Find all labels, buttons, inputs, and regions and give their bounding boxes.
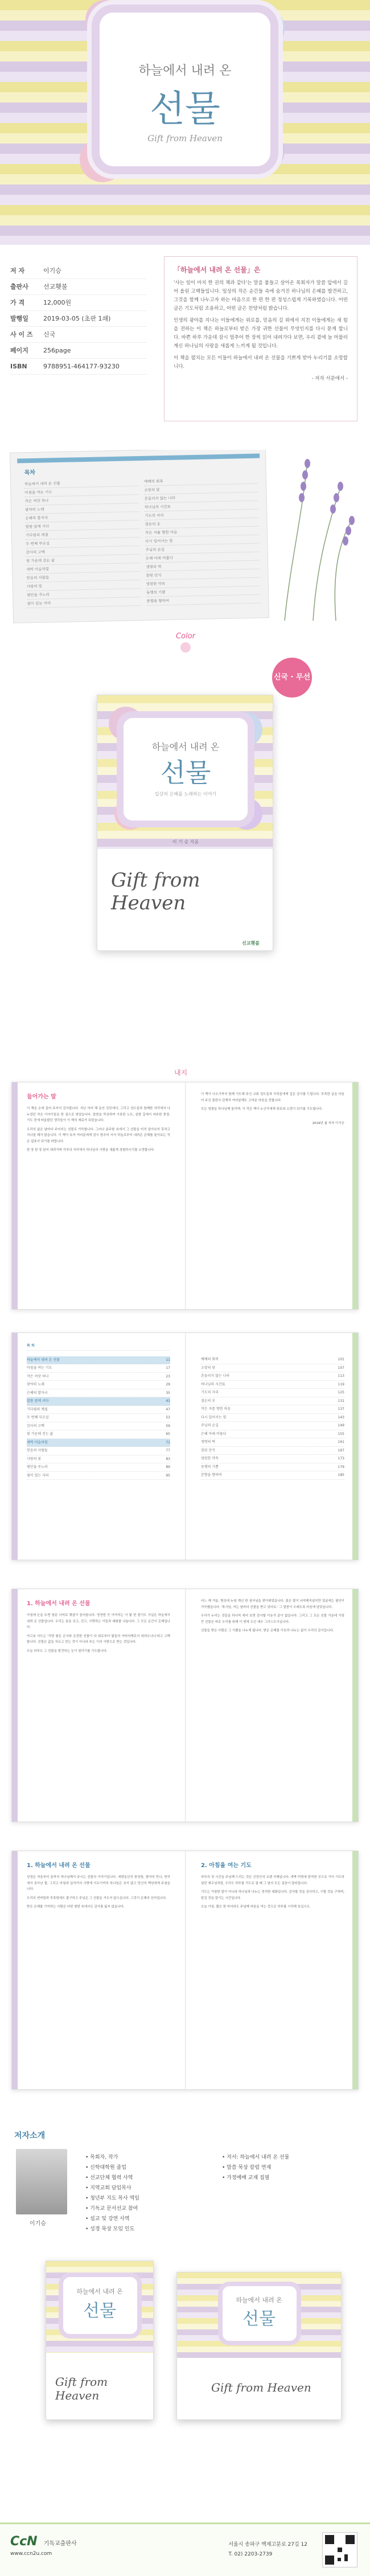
toc-item: 광야의 노래 [25, 503, 139, 514]
author-name: 이기승 [30, 2221, 46, 2227]
spread-right-page [186, 1082, 359, 1309]
page-edge-tab [352, 1333, 358, 1560]
toc-item: 믿음의 사람들 [26, 572, 140, 583]
info-key: 출판사 [10, 283, 28, 290]
toc-row-page: 59 [166, 1424, 170, 1428]
intro-signature: - 저자 서문에서 - [311, 376, 348, 382]
book-mockups [28, 2249, 347, 2431]
toc-row [201, 1430, 344, 1439]
inner-spread-toc [11, 1332, 359, 1560]
author-bio-list [85, 2152, 139, 2234]
toc-row-title: 평안을 주노라 [27, 1465, 48, 1469]
page-heading: 1. 하늘에서 내려 온 선물 [27, 1863, 91, 1869]
toc-item: 두 번째 부르심 [26, 538, 139, 548]
info-key: 사 이 즈 [10, 331, 33, 338]
book-mockup-open [176, 2272, 342, 2420]
spread-right-page [186, 1589, 359, 1822]
color-label: Color [176, 632, 195, 641]
author-works-list [222, 2152, 289, 2183]
cover-english-title: Gift from Heaven [111, 869, 200, 914]
inner-spread-chapter-2 [11, 1851, 359, 2090]
publisher-address: 서울시 송파구 백제고분로 27길 12 [228, 2542, 307, 2548]
toc-row-page: 167 [338, 1448, 344, 1453]
page-heading: 2. 아침을 여는 기도 [201, 1863, 252, 1869]
toc-item: 겸손의 옷 [145, 518, 258, 529]
book-info-list [10, 263, 147, 375]
bio-item: • 목회자, 작가 [85, 2155, 118, 2160]
toc-row [27, 1455, 170, 1464]
toc-row-title: 작은 씨앗 하나 [27, 1374, 49, 1379]
inner-spread-chapter-1 [11, 1589, 359, 1822]
toc-row-page: 155 [338, 1431, 344, 1436]
toc-row-page: 17 [166, 1366, 170, 1370]
toc-row-title: 믿음의 사람들 [27, 1449, 48, 1453]
toc-row [201, 1397, 344, 1406]
info-key: ISBN [10, 363, 27, 370]
info-value: 이기승 [43, 267, 61, 274]
info-row-pages [10, 343, 147, 359]
page-paragraph: 오늘 아침, 짧은 한 마디라도 주님께 마음을 여는 것으로 하루를 시작해 보십시오. [201, 1905, 311, 1909]
info-row-isbn [10, 359, 147, 375]
toc-title: 목차 [24, 469, 36, 477]
hero-subtitle: 하늘에서 내려 온 [138, 64, 232, 78]
publisher-phone: T. 02) 2203-2739 [228, 2552, 273, 2557]
toc-row [27, 1472, 170, 1480]
mockup-subtitle: 하늘에서 내려 온 [236, 2296, 282, 2304]
bio-item: • 청년부 지도 목사 역임 [85, 2196, 139, 2201]
mockup-title: 선물 [242, 2309, 276, 2329]
toc-row-page: 23 [166, 1374, 170, 1379]
info-row-date [10, 311, 147, 327]
cover-section [0, 632, 370, 1059]
toc-row-page: 131 [338, 1398, 344, 1403]
toc-item: 말씀 앞에 서다 [25, 520, 139, 531]
color-dot-icon [180, 642, 191, 653]
page-paragraph: 하루의 첫 시간을 주님께 드리는 것은 신앙인의 오랜 지혜입니다. 새벽 미명에 한적한 곳으로 가서 기도하셨던 예수님처럼, 우리도 하루를 기도로 열 때 그 날의 모든 걸음이 달라집니다. [201, 1876, 344, 1885]
toc-row [201, 1389, 344, 1397]
intro-title: 「하늘에서 내려 온 선물」은 [174, 266, 261, 274]
toc-row [201, 1372, 344, 1381]
toc-header-strip [17, 454, 260, 463]
toc-item: 흔들리지 않는 나라 [145, 493, 258, 503]
page-edge-tab [352, 1851, 358, 2089]
toc-row-title: 빛 가운데 걷는 삶 [27, 1432, 54, 1436]
page-paragraph: 이 책을 손에 들어 주셔서 감사합니다. 지난 여러 해 동안 강단에서, 그리고 성도들과 함께한 자리에서 나누었던 작은 이야기들을 한 권으로 엮었습니다. 말씀을 묵상하며 기록한 노트, 심방 길에서 마주한 풍경, 기도 중에 떠올랐던 생각들이 이 책의 재료가 되었습니다. [27, 1107, 170, 1122]
toc-row [201, 1364, 344, 1373]
page-paragraph: 성경은 처음부터 끝까지 하나님께서 주시는 선물의 이야기입니다. 에덴동산의 풍성함, 광야의 만나, 반석에서 솟아난 물, 그리고 마침내 십자가의 사랑에 이르기까지 하나님은 쉬지 않고 당신의 백성에게 주셨습니다. [27, 1876, 170, 1891]
toc-row [27, 1364, 170, 1373]
toc-row-page: 137 [338, 1407, 344, 1411]
format-badge: 신국 · 무선 [272, 658, 312, 698]
hero-english-title: Gift from Heaven [147, 133, 223, 143]
spread-left-page [12, 1333, 185, 1560]
toc-item: 기도의 자리 [145, 510, 258, 520]
page-paragraph: 우리의 삶은 날마다 주어지는 선물로 가득합니다. 그러나 분주함 속에서 그 선물을 미처 알아보지 못하고 지나칠 때가 많습니다. 이 책이 독자 여러분에게 잠시 멈추어 서서 하늘로부터 내려온 은혜를 돌아보는 작은 쉼표가 되기를 바랍니다. [27, 1127, 170, 1143]
toc-item: 평안을 주노라 [27, 589, 141, 600]
toc-row [201, 1447, 344, 1455]
toc-item: 예배의 회복 [144, 475, 258, 486]
mockup-english-title: Gift from Heaven [55, 2375, 108, 2402]
bio-item: • 성경 묵상 모임 인도 [85, 2226, 135, 2232]
toc-row-title: 흔들리지 않는 나라 [201, 1374, 230, 1378]
toc-row-page: 71 [166, 1440, 170, 1445]
mockup-title: 선물 [83, 2301, 116, 2321]
bio-item: • 지역교회 담임목사 [85, 2185, 131, 2191]
toc-item: 본향을 향하여 [146, 595, 260, 606]
bio-item: • 가정예배 교재 집필 [222, 2175, 270, 2181]
publisher-contact [228, 2540, 307, 2559]
toc-row [27, 1397, 170, 1406]
toc-row [27, 1414, 170, 1422]
toc-item: 하늘에서 내려 온 선물 [24, 478, 138, 489]
toc-row [27, 1463, 170, 1472]
toc-row-title: 영원한 약속 [201, 1457, 219, 1461]
book-mockup-front [46, 2261, 154, 2420]
toc-row [201, 1405, 344, 1414]
toc-row [27, 1381, 170, 1389]
info-value: 256page [43, 347, 71, 354]
toc-item: 동행의 기쁨 [146, 586, 260, 597]
qr-code-icon[interactable] [322, 2532, 357, 2567]
toc-row-page: 119 [338, 1382, 344, 1387]
toc-row-page: 83 [166, 1457, 170, 1461]
toc-row-page: 179 [338, 1465, 344, 1469]
toc-item: 주님의 손길 [145, 544, 259, 555]
toc-preview-page [10, 450, 269, 624]
toc-row-title: 새벽 이슬처럼 [27, 1440, 48, 1445]
info-value: 2019-03-05 (초판 1쇄) [43, 315, 111, 322]
toc-item: 쉼이 있는 자리 [27, 597, 141, 608]
bio-item: • 설교 및 강연 사역 [85, 2216, 130, 2222]
toc-left-column [24, 478, 141, 608]
cover-title-frame [124, 718, 248, 821]
page-paragraph: 어느 해 겨울, 병상에 누워 계신 한 권사님을 찾아뵈었습니다. 몸은 많이 쇠약해지셨지만 얼굴에는 평안이 가득했습니다. '목사님, 저는 날마다 선물을 받고 있어요.' 그 말씀이 오래도록 마음에 남았습니다. [201, 1599, 344, 1609]
toc-row-title: 주님의 손길 [201, 1424, 219, 1428]
toc-row-title: 본향을 향하여 [201, 1473, 222, 1477]
bio-item: • 말씀 묵상 칼럼 연재 [222, 2165, 272, 2171]
inner-pages-label: 내지 [174, 1069, 188, 1077]
toc-row-page: 95 [166, 1473, 170, 1478]
page-edge-tab [352, 1082, 358, 1309]
toc-item: 작은 자를 향한 마음 [145, 527, 259, 538]
info-row-author [10, 263, 147, 279]
toc-item: 다시 일어서는 힘 [145, 535, 259, 546]
toc-row-title: 광야의 노래 [27, 1383, 44, 1387]
book-intro-box [164, 256, 357, 421]
mockup-subtitle: 하늘에서 내려 온 [76, 2288, 123, 2295]
toc-row-page: 89 [166, 1465, 170, 1469]
toc-right-column [144, 475, 261, 606]
toc-item: 새벽 이슬처럼 [26, 563, 140, 574]
toc-row [201, 1463, 344, 1472]
cover-author: 이 기 승 지음 [172, 839, 199, 844]
logo-subtitle: 기독교출판사 [43, 2541, 77, 2547]
toc-row [27, 1373, 170, 1381]
toc-row-title: 아침을 여는 기도 [27, 1366, 52, 1370]
toc-item: 은혜 아래 머물다 [146, 552, 260, 563]
author-section [0, 2118, 370, 2448]
spread-right-page [186, 1851, 359, 2089]
bio-item: • 선교단체 협력 사역 [85, 2175, 133, 2181]
bio-item: • 저서: 하늘에서 내려 온 선물 [222, 2155, 290, 2160]
toc-row-title: 말씀 앞에 서다 [27, 1399, 49, 1403]
page-heading: 목 차 [27, 1342, 170, 1351]
intro-paragraph: '사는 일이 마치 한 권의 책과 같다'는 말을 붙들고 살아온 목회자가 말씀 앞에서 길어 올린 고백들입니다. 일상의 작은 순간들 속에 숨겨진 하나님의 은혜를 발견하고, 그것을 함께 나누고자 하는 마음으로 한 편 한 편 정성스럽게 기록하였습니다. 어떤 글은 기도처럼 조용하고, 어떤 글은 찬양처럼 밝습니다. [174, 280, 348, 311]
toc-row-page: 11 [166, 1357, 170, 1362]
toc-item: 작은 씨앗 하나 [25, 495, 139, 506]
toc-row-page: 65 [166, 1432, 170, 1436]
toc-row-page: 53 [166, 1416, 170, 1420]
toc-row-page: 161 [338, 1440, 344, 1444]
toc-row [201, 1438, 344, 1447]
toc-row-page: 41 [166, 1399, 170, 1403]
toc-row [27, 1356, 170, 1365]
toc-row [201, 1471, 344, 1480]
toc-row-title: 소망의 닻 [201, 1365, 216, 1370]
publisher-url[interactable]: www.ccn2u.com [10, 2551, 52, 2557]
page-paragraph: 받은 은혜를 기억하는 사람은 어떤 형편 속에서도 감사를 잃지 않습니다. [27, 1905, 125, 1909]
intro-paragraph: 인생의 광야를 지나는 이들에게는 위로를, 믿음의 길 위에서 지친 이들에게는 새 힘을 전하는 이 책은 하늘로부터 받은 가장 귀한 선물이 무엇인지를 다시 묻게 합니다. 바쁜 하루 가운데 잠시 멈추어 한 장씩 읽어 내려가다 보면, 우리 곁에 늘 머물러 계신 하나님의 사랑을 새롭게 느끼게 될 것입니다. [174, 318, 348, 349]
hero-title-card [100, 13, 270, 166]
page-paragraph: 우리의 연약함과 부족함에도 불구하고 주님은 그 선물을 거두지 않으십니다. 그것이 은혜의 신비입니다. [27, 1896, 167, 1900]
toc-row [27, 1447, 170, 1455]
bio-item: • 신학대학원 졸업 [85, 2165, 126, 2171]
toc-item: 빛 가운데 걷는 삶 [26, 555, 140, 565]
toc-row-title: 예배의 회복 [201, 1357, 219, 1361]
toc-row-title: 생명의 떡 [201, 1440, 216, 1444]
toc-row-title: 두 번째 부르심 [27, 1416, 49, 1420]
toc-row-page: 47 [166, 1407, 170, 1412]
hero-banner [0, 0, 370, 245]
toc-row [201, 1455, 344, 1463]
info-row-publisher [10, 279, 147, 295]
toc-row-page: 29 [166, 1383, 170, 1387]
toc-row-page: 35 [166, 1390, 170, 1395]
toc-row [27, 1389, 170, 1398]
toc-item: 감사의 고백 [26, 546, 139, 557]
toc-row-page: 113 [338, 1374, 344, 1378]
toc-row [201, 1381, 344, 1389]
footer [0, 2522, 370, 2576]
toc-item: 영원한 약속 [146, 578, 260, 589]
page-paragraph: 아침에 눈을 뜨면 창문 너머로 햇살이 들어옵니다. 당연한 듯 여겨지는 이 빛 한 줄기도 사실은 하늘에서 내려 온 선물입니다. 우리는 숨을 쉬고, 걷고, 사랑하는 이들과 대화를 나눕니다. 그 모든 순간이 은혜입니다. [27, 1614, 170, 1629]
page-paragraph: 선물을 받은 사람은 그 기쁨을 나누게 됩니다. 받은 은혜를 이웃과 나누는 삶이 우리의 감사입니다. [201, 1629, 334, 1632]
page-paragraph: 야고보 사도는 '각양 좋은 은사와 온전한 선물이 다 위로부터 빛들의 아버지께로서 내려오나니'라고 고백합니다. 선물은 값을 치르고 얻는 것이 아니라 주는 이의 사랑으로 받는 것입니다. [27, 1634, 170, 1644]
toc-item: 아침을 여는 기도 [24, 486, 138, 497]
toc-item: 생명의 떡 [146, 561, 260, 572]
toc-row-title: 쉼이 있는 자리 [27, 1473, 49, 1478]
info-key: 발행일 [10, 315, 28, 322]
spread-left-page [12, 1589, 185, 1822]
toc-row-title: 참된 안식 [201, 1448, 216, 1453]
toc-row [201, 1422, 344, 1430]
toc-item: 소망의 닻 [144, 484, 258, 495]
spread-left-page [12, 1082, 185, 1309]
info-key: 가 격 [10, 299, 25, 306]
lavender-illustration [268, 450, 359, 621]
info-value: 선교횃불 [43, 283, 68, 290]
toc-row-title: 은혜의 발자국 [27, 1390, 48, 1395]
spread-left-page [12, 1851, 185, 2089]
mockup-english-title: Gift from Heaven [211, 2381, 311, 2394]
toc-row-page: 185 [338, 1473, 344, 1477]
page-signature: 2019년 봄 저자 이기승 [312, 1121, 344, 1125]
toc-row-page: 77 [166, 1449, 170, 1453]
toc-row-page: 173 [338, 1457, 344, 1461]
info-key: 페이지 [10, 347, 28, 354]
publisher-logo[interactable] [10, 2534, 77, 2557]
bio-item: • 기독교 문서선교 참여 [85, 2206, 138, 2212]
page-heading: 1. 하늘에서 내려 온 선물 [27, 1601, 91, 1607]
cover-subtitle: 하늘에서 내려 온 [151, 741, 220, 752]
spread-right-page [186, 1333, 359, 1560]
toc-item: 기다림의 계절 [26, 529, 139, 540]
cover-title: 선물 [160, 757, 211, 788]
toc-row-page: 143 [338, 1415, 344, 1420]
toc-preview-section [0, 450, 370, 626]
info-value: 9788951-464177-93230 [43, 363, 120, 370]
toc-row-title: 감사의 고백 [27, 1424, 44, 1428]
toc-row [27, 1422, 170, 1431]
toc-row-title: 다시 일어서는 힘 [201, 1415, 227, 1420]
toc-row-title: 기도의 자리 [201, 1390, 219, 1394]
cover-tagline: 일상의 은혜를 노래하는 이야기 [154, 791, 217, 797]
logo-mark: CcN [10, 2534, 38, 2549]
toc-row [201, 1414, 344, 1422]
toc-row [27, 1406, 170, 1414]
toc-row-page: 101 [338, 1357, 344, 1361]
toc-row-title: 사랑의 빚 [27, 1457, 42, 1461]
inner-spread-preface [11, 1082, 359, 1310]
author-photo [16, 2149, 67, 2214]
toc-item: 참된 안식 [146, 569, 260, 580]
info-row-price [10, 295, 147, 311]
page-paragraph: 한 장 한 장 읽어 내려가며 각자의 자리에서 하나님의 사랑을 새롭게 경험하시기를 소망합니다. [27, 1148, 155, 1152]
cover-publisher: 선교횃불 [242, 941, 260, 946]
page-paragraph: 우리가 누리는 것들을 하나씩 세어 보면 감사할 이유가 끝이 없습니다. 그리고 그 모든 선물 가운데 가장 큰 선물은 바로 우리를 위해 이 땅에 오신 예수 그리스도이십니다. [201, 1614, 344, 1624]
page-paragraph: 이 책이 나오기까지 함께 기도해 주신 교회 성도들과 가족들에게 깊은 감사를 드립니다. 부족한 글을 다듬어 주신 출판사 관계자 여러분께도 고마운 마음을 전합니다. [201, 1093, 344, 1102]
info-value: 12,000원 [43, 299, 72, 306]
toc-row-page: 125 [338, 1390, 344, 1394]
page-paragraph: 오늘 하루도 그 선물을 발견하는 눈이 열리기를 기도합니다. [27, 1649, 108, 1653]
toc-item: 은혜의 발자국 [25, 512, 139, 523]
toc-row [27, 1439, 170, 1447]
toc-item: 사랑의 빚 [27, 580, 141, 591]
toc-row-title: 하나님의 시간표 [201, 1382, 225, 1387]
info-value: 신국 [43, 331, 56, 338]
toc-row-page: 107 [338, 1365, 344, 1370]
toc-row-page: 149 [338, 1424, 344, 1428]
toc-row [27, 1430, 170, 1439]
hero-title: 선물 [150, 88, 220, 130]
page-heading: 들어가는 말 [27, 1094, 56, 1100]
toc-item: 하나님의 시간표 [145, 501, 258, 512]
page-paragraph: 기도는 거창한 말이 아니라 하나님과 나누는 정직한 대화입니다. 감사할 것을 감사하고, 구할 것을 구하며, 맡길 것을 맡기는 시간입니다. [201, 1890, 344, 1900]
toc-row-title: 겸손의 옷 [201, 1398, 216, 1403]
info-row-size [10, 327, 147, 343]
toc-row-title: 하늘에서 내려 온 선물 [27, 1357, 60, 1362]
book-cover [97, 695, 273, 951]
page-edge-tab [352, 1589, 358, 1822]
toc-row-title: 작은 자를 향한 마음 [201, 1407, 231, 1411]
info-key: 저 자 [10, 267, 25, 274]
toc-row-title: 기다림의 계절 [27, 1407, 48, 1412]
toc-row-title: 은혜 아래 머물다 [201, 1431, 227, 1436]
toc-row [201, 1356, 344, 1364]
book-info-section [0, 251, 370, 444]
page-paragraph: 모든 영광을 하나님께 돌리며, 이 작은 책이 누군가에게 위로와 소망이 되기를 기도합니다. [201, 1107, 323, 1111]
intro-paragraph: 이 책을 펼치는 모든 이들이 하늘에서 내려 온 선물을 기쁘게 받아 누리기를 소망합니다. [174, 355, 348, 370]
toc-row-title: 동행의 기쁨 [201, 1465, 219, 1469]
author-heading: 저자소개 [14, 2131, 46, 2140]
